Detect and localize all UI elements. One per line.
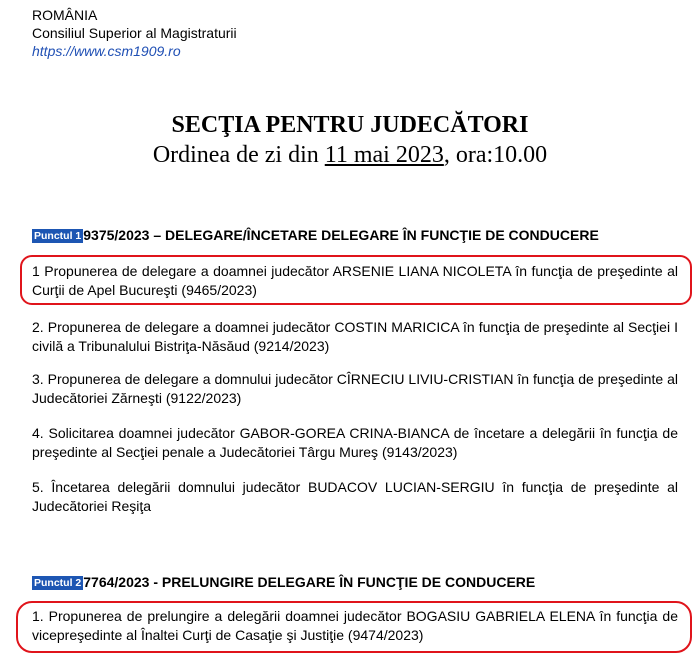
agenda-item: 1 Propunerea de delegare a doamnei judecător ARSENIE LIANA NICOLETA în funcţia de preşedinte al Curţii de Apel Bucureşti (9465/2023) [32, 263, 678, 298]
agenda-item: 3. Propunerea de delegare a domnului judecător CÎRNECIU LIVIU-CRISTIAN în funcţia de preşedinte al Judecătoriei Zărneşti (9122/2023) [32, 371, 678, 406]
agenda-prefix: Ordinea de zi din [152, 142, 325, 168]
point-1-tag: Punctul 1 [34, 230, 82, 242]
point-2-heading [32, 573, 682, 592]
agenda-item: 5. Încetarea delegării domnului judecător BUDACOV LUCIAN-SERGIU în funcţia de preşedinte al Judecătoriei Reşiţa [32, 479, 678, 514]
website-link[interactable]: https://www.csm1909.ro [32, 43, 181, 59]
country-name: ROMÂNIA [32, 7, 98, 23]
agenda-item: 2. Propunerea de delegare a doamnei judecător COSTIN MARICICA în funcţia de preşedinte al Secţiei I civilă a Tribunalului Bistriţa-Năsăud (9214/2023) [32, 319, 678, 354]
point-1-title: 9375/2023 – DELEGARE/ÎNCETARE DELEGARE ÎN FUNCŢIE DE CONDUCERE [83, 227, 599, 243]
agenda-item: 4. Solicitarea doamnei judecător GABOR-GOREA CRINA-BIANCA de încetare a delegării în funcţia de preşedinte al Secţiei penale a Judecătoriei Târgu Mureş (9143/2023) [32, 425, 678, 460]
section-title: SECŢIA PENTRU JUDECĂTORI [171, 112, 529, 138]
agenda-subtitle [0, 140, 700, 170]
document-header [32, 6, 237, 60]
agenda-item: 1. Propunerea de prelungire a delegării doamnei judecător BOGASIU GABRIELA ELENA în funcţia de vicepreşedinte al Înaltei Curţi de Casaţie şi Justiţie (9474/2023) [32, 608, 678, 643]
point-1-heading [32, 226, 682, 245]
agenda-time: , ora:10.00 [443, 142, 548, 168]
institution-name: Consiliul Superior al Magistraturii [32, 25, 237, 41]
agenda-date: 11 mai 2023 [324, 142, 444, 168]
agenda-title-block [0, 110, 700, 170]
point-2-tag: Punctul 2 [34, 577, 82, 589]
point-2-title: 7764/2023 - PRELUNGIRE DELEGARE ÎN FUNCŢIE DE CONDUCERE [83, 574, 536, 590]
